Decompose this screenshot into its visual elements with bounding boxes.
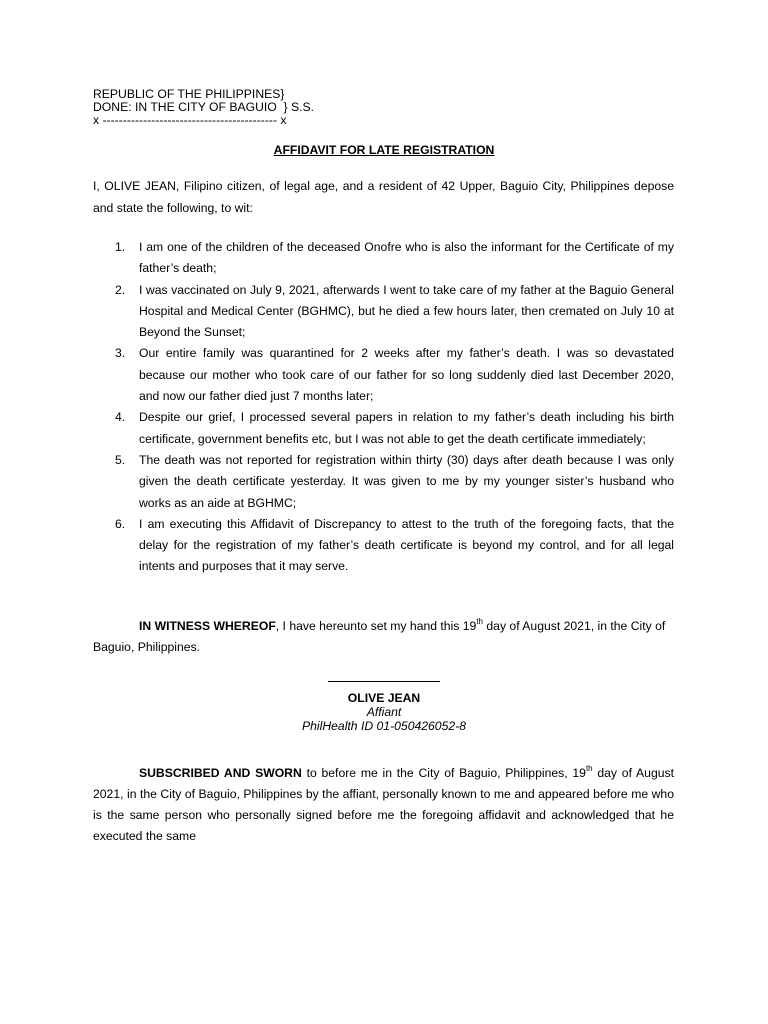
signature-block <box>0 672 768 733</box>
signature-line <box>328 672 440 682</box>
witness-ordinal: th <box>476 616 483 626</box>
header-line-republic: REPUBLIC OF THE PHILIPPINES} <box>93 87 285 101</box>
header-line-city: DONE: IN THE CITY OF BAGUIO } S.S. <box>93 100 314 114</box>
venue-header <box>93 88 314 127</box>
affiant-id: PhilHealth ID 01-050426052-8 <box>302 719 466 733</box>
list-item <box>93 407 674 450</box>
witness-text-end: day of August 2021, in the City of Baguio, Philippines. <box>93 619 666 654</box>
witness-heading: IN WITNESS WHEREOF <box>139 619 276 633</box>
jurat-text-end: day of August 2021, in the City of Baguio, Philippines by the affiant, personally known to me and appeared before me who is the same person who personally signed before me the foregoing affidavit and acknowledged that he executed the same <box>93 766 674 843</box>
jurat-paragraph <box>93 763 674 847</box>
jurat-heading: SUBSCRIBED AND SWORN <box>139 766 302 780</box>
item-text: I am executing this Affidavit of Discrepancy to attest to the truth of the foregoing facts, that the delay for the registration of my father’s death certificate is beyond my control, and for all legal intents and purposes that it may serve. <box>139 516 674 574</box>
list-item <box>93 343 674 407</box>
statement-list <box>93 237 674 578</box>
item-text: I was vaccinated on July 9, 2021, afterwards I went to take care of my father at the Baguio General Hospital and Medical Center (BGHMC), but he died a few hours later, then cremated on July 10 at Beyond the Sunset; <box>139 282 674 340</box>
list-item <box>93 237 674 280</box>
jurat-text-start: to before me in the City of Baguio, Philippines, 19 <box>301 766 586 780</box>
item-number: 1. <box>115 240 126 254</box>
list-item <box>93 450 674 514</box>
witness-paragraph <box>93 616 674 658</box>
item-text: Our entire family was quarantined for 2 weeks after my father’s death. I was so devastated because our mother who took care of our father for so long suddenly died last December 2020, and now our father died just 7 months later; <box>139 346 674 404</box>
item-text: Despite our grief, I processed several papers in relation to my father’s death including his birth certificate, government benefits etc, but I was not able to get the death certificate immediately; <box>139 410 674 446</box>
item-number: 3. <box>115 346 126 361</box>
item-number: 5. <box>115 452 126 467</box>
list-item <box>93 514 674 578</box>
header-separator: x ------------------------------------------- x <box>93 113 287 127</box>
jurat-ordinal: th <box>585 763 593 773</box>
item-number: 4. <box>115 410 126 425</box>
intro-paragraph: I, OLIVE JEAN, Filipino citizen, of legal age, and a resident of 42 Upper, Baguio City, Philippines depose and state the following, to wit: <box>93 179 674 215</box>
witness-text-start: , I have hereunto set my hand this 19 <box>275 619 477 633</box>
item-number: 6. <box>115 516 126 531</box>
item-text: The death was not reported for registration within thirty (30) days after death because I was only given the death certificate yesterday. It was given to me by my younger sister’s husband who works as an aide at BGHMC; <box>139 452 674 510</box>
affiant-role: Affiant <box>366 705 402 719</box>
list-item <box>93 280 674 344</box>
item-number: 2. <box>115 282 126 297</box>
item-text: I am one of the children of the deceased Onofre who is also the informant for the Certificate of my father’s death; <box>139 240 674 276</box>
document-title: AFFIDAVIT FOR LATE REGISTRATION <box>273 143 495 157</box>
affiant-name: OLIVE JEAN <box>347 691 421 705</box>
